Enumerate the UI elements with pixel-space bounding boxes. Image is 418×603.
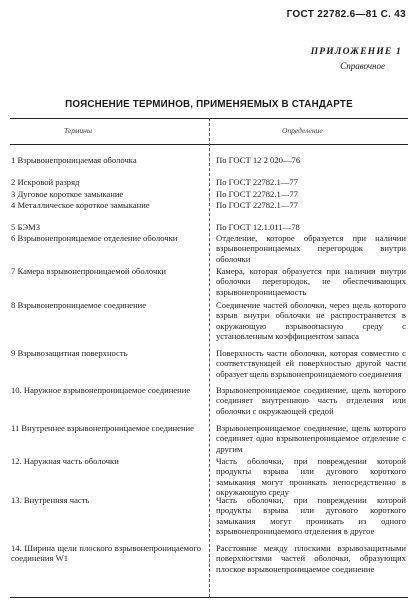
definition-cell: Камера, которая образуется при наличии внутри оболочки перегородок, не обеспечивающих взрывонепроницаемость (216, 266, 406, 297)
definition-cell: Соединение частей оболочки, через щель которого взрыв внутри оболочки не распространяется в окружающую взрывоопасную среду с установленным коэффициентом запаса (216, 300, 406, 342)
definition-cell: Отделение, которое образуется при наличии взрывонепроницаемых перегородок внутри оболочки (216, 233, 406, 264)
column-header-terms: Термины (64, 126, 92, 135)
term-cell: 14. Ширина щели плоского взрывонепроницаемого соединения W1 (11, 543, 201, 564)
term-cell: 6 Взрывонепроницаемое отделение оболочки (11, 233, 178, 243)
page-header: ГОСТ 22782.6—81 С. 43 (286, 9, 406, 20)
term-cell: 7 Камера взрывонепроницаемой оболочки (11, 266, 167, 276)
definition-cell: Взрывонепроницаемое соединение, щель которого соединяет одно взрывонепроницаемое отделение с другим (216, 423, 406, 454)
definition-cell: Часть оболочки, при повреждении которой продукты взрыва или дугового короткого замыкания могут проникать непосредственно в окружающую среду (216, 456, 406, 498)
table-bottom-rule (10, 597, 408, 598)
term-cell: 13. Внутренняя часть (11, 495, 90, 505)
column-header-definitions: Определение (282, 126, 323, 135)
definition-cell: По ГОСТ 22782.1—77 (216, 189, 298, 199)
definition-cell: Часть оболочки, при повреждении которой продукты взрыва или дугового короткого замыкания могут проникать из одного взрывонепроницаемого отделения в другое (216, 495, 406, 537)
definition-cell: Поверхность части оболочки, которая совместно с соответствующей ей поверхностью другой части образует щель взрывонепроницаемого соединения (216, 348, 406, 379)
term-cell: 11 Внутреннее взрывонепроницаемое соединение (11, 423, 194, 433)
term-cell: 1 Взрывонепроницаемая оболочка (11, 155, 137, 165)
definition-cell: По ГОСТ 22782.1—77 (216, 177, 298, 187)
term-cell: 9 Взрывозащитная поверхность (11, 348, 128, 358)
definition-cell: По ГОСТ 22782.1—77 (216, 200, 298, 210)
term-cell: 3 Дуговое короткое замыкание (11, 189, 124, 199)
appendix-label: ПРИЛОЖЕНИЕ 1 (310, 47, 402, 57)
term-cell: 5 БЭМЗ (11, 222, 40, 232)
definition-cell: Взрывонепроницаемое соединение, щель которого соединяет внутреннюю часть отделения или оболочки с окружающей средой (216, 385, 406, 416)
term-cell: 10. Наружное взрывонепроницаемое соединение (11, 385, 191, 395)
term-cell: 8 Взрывонепроницаемое соединение (11, 300, 147, 310)
term-cell: 12. Наружная часть оболочки (11, 456, 119, 466)
term-cell: 4 Металлическое короткое замыкание (11, 200, 150, 210)
document-title: ПОЯСНЕНИЕ ТЕРМИНОВ, ПРИМЕНЯЕМЫХ В СТАНДАРТЕ (65, 99, 353, 110)
definition-cell: Расстояние между плоскими взрывозащитными поверхностями частей оболочки, образующих плоское взрывонепроницаемое соединение (216, 543, 406, 574)
definition-cell: По ГОСТ 12 2 020—76 (216, 155, 301, 165)
column-divider (209, 118, 210, 597)
definition-cell: По ГОСТ 12.1.011—78 (216, 222, 300, 232)
term-cell: 2 Искровой разряд (11, 177, 80, 187)
appendix-note: Справочное (340, 61, 385, 71)
